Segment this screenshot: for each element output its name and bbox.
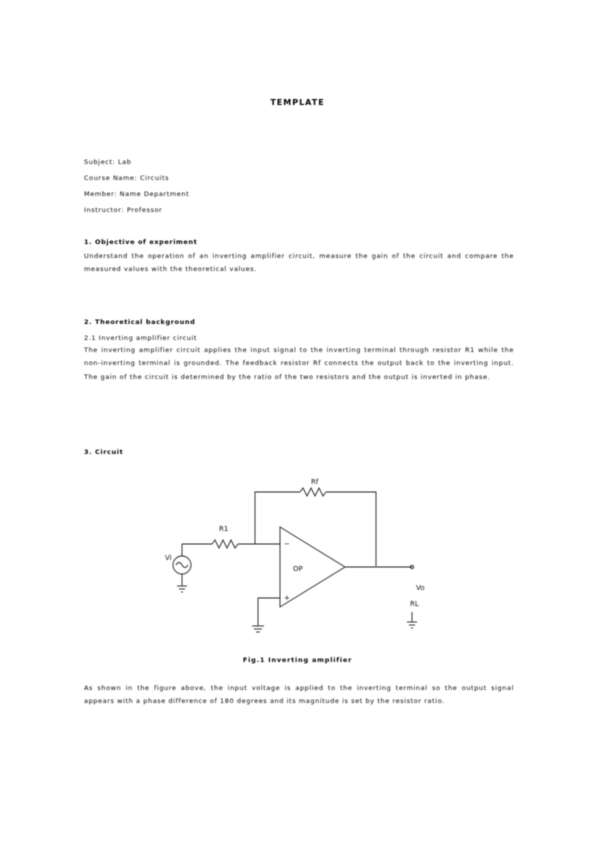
figure-caption: Fig.1 Inverting amplifier [242,656,353,664]
closing-body: As shown in the figure above, the input voltage is applied to the inverting terminal so the output signal appears with a phase difference of 180 degrees and its magnitude is set by the resistor ratio. [84,684,514,706]
feedback-resistor [300,488,326,496]
minus-label: − [284,540,290,548]
document-title: TEMPLATE [270,98,325,107]
plus-label: + [284,594,290,602]
section2-heading: 2. Theoretical background [84,318,196,326]
section1-body: Understand the operation of an inverting amplifier circuit, measure the gain of the circuit and compare the measured values with the theoretical values. [84,252,514,274]
inverting-input-wire [255,514,280,544]
opamp-label: OP [293,565,303,573]
section2-body: The inverting amplifier circuit applies the input signal to the inverting terminal through resistor R1 while the non-inverting terminal is grounded. The feedback resistor Rf connects the output back to the inverting input. The gain of the circuit is determined by the ratio of the two resistors and the output is inverted in phase. [84,346,514,381]
feedback-wire [255,492,300,514]
vi-label: Vi [165,554,172,562]
info-line-instructor: Instructor: Professor [84,206,163,214]
feedback-wire-right [326,492,376,566]
rf-label: Rf [311,478,319,486]
info-line-member: Member: Name Department [84,190,190,198]
r1-label: R1 [219,525,229,533]
rl-label: RL [410,600,419,608]
noninverting-wire [258,598,280,626]
info-line-course: Course Name: Circuits [84,174,170,182]
vo-label: Vo [416,584,425,592]
info-line-subject: Subject: Lab [84,158,132,166]
section2-subheading: 2.1 Inverting amplifier circuit [84,334,198,342]
section1-heading: 1. Objective of experiment [84,238,198,246]
section3-heading: 3. Circuit [84,448,124,456]
input-resistor [212,540,238,548]
